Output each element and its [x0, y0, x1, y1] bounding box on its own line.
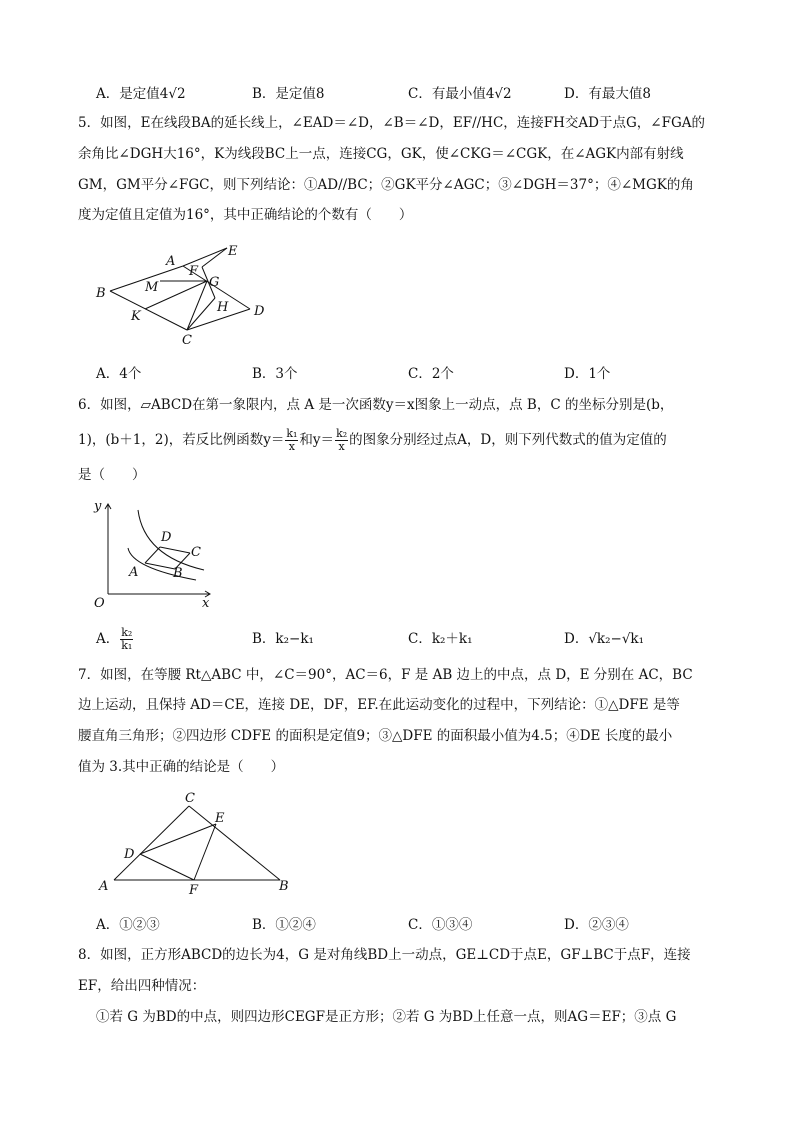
q5-label-m: M	[145, 280, 159, 295]
q5-label-d: D	[254, 304, 265, 319]
q7-label-a: A	[99, 879, 109, 894]
q7-label-e: E	[215, 811, 225, 826]
q5-option-a[interactable]: A．4个	[96, 366, 142, 382]
q4-option-d[interactable]: D．有最大值8	[564, 86, 651, 102]
q8-line-1: 8．如图，正方形ABCD的边长为4，G 是对角线BD上一动点，GE⊥CD于点E，GF⊥BC于点F，连接	[78, 947, 691, 963]
q8-line-3: ①若 G 为BD的中点，则四边形CEGF是正方形；②若 G 为BD上任意一点，则AG＝EF；③点 G	[96, 1009, 677, 1025]
q5-label-g: G	[209, 275, 220, 290]
q6-label-y: y	[94, 499, 102, 514]
q6-label-b: B	[173, 566, 183, 581]
q4-options	[96, 82, 716, 102]
q7-option-b[interactable]: B．①②④	[252, 917, 316, 933]
q4-option-b[interactable]: B．是定值8	[252, 86, 325, 102]
q6-line-2-c: 的图象分别经过点A，D，则下列代数式的值为定值的	[349, 432, 667, 448]
q6-option-d[interactable]: D．√k₂−√k₁	[564, 631, 645, 647]
q5-label-a: A	[166, 254, 176, 269]
q7-line-2: 边上运动，且保持 AD＝CE，连接 DE，DF，EF.在此运动变化的过程中，下列结论：①△DFE 是等	[78, 697, 680, 713]
q7-figure	[92, 786, 302, 896]
q5-option-b[interactable]: B．3个	[252, 366, 298, 382]
q7-option-c[interactable]: C．①③④	[408, 917, 473, 933]
q7-line-3: 腰直角三角形；②四边形 CDFE 的面积是定值9；③△DFE 的面积最小值为4.5；④DE 长度的最小	[78, 728, 673, 744]
q7-options	[96, 913, 716, 933]
q5-line-1: 5．如图，E在线段BA的延长线上，∠EAD＝∠D，∠B＝∠D，EF//HC，连接FH交AD于点G，∠FGA的	[78, 115, 705, 131]
q6-line-1: 6．如图，▱ABCD在第一象限内，点 A 是一次函数y＝x图象上一动点，点 B，C 的坐标分别是(b，	[78, 397, 674, 413]
q7-line-1: 7．如图，在等腰 Rt△ABC 中，∠C＝90°，AC＝6，F 是 AB 边上的中点，点 D，E 分别在 AC，BC	[78, 667, 693, 683]
q5-line-4: 度为定值且定值为16°，其中正确结论的个数有（ ）	[78, 207, 413, 223]
q5-option-d[interactable]: D．1个	[564, 366, 611, 382]
q7-label-d: D	[124, 847, 135, 862]
q6-line-2-a: 1)，(b＋1，2)，若反比例函数y＝	[78, 432, 285, 448]
q6-options	[96, 624, 716, 654]
q7-option-d[interactable]: D．②③④	[564, 917, 629, 933]
q5-figure	[90, 238, 280, 350]
q7-option-a[interactable]: A．①②③	[96, 917, 160, 933]
q7-line-4: 值为 3.其中正确的结论是（ ）	[78, 759, 285, 775]
q6-label-c: C	[191, 545, 201, 560]
q5-line-3: GM，GM平分∠FGC，则下列结论：①AD//BC；②GK平分∠AGC；③∠DGH＝37°；④∠MGK的角	[78, 177, 694, 193]
q6-line-3: 是（ ）	[78, 467, 146, 483]
q5-line-2: 余角比∠DGH大16°，K为线段BC上一点，连接CG，GK，使∠CKG＝∠CGK，在∠AGK内部有射线	[78, 146, 684, 162]
q7-label-f: F	[189, 883, 199, 896]
q6-fraction-k1-x: $\frac{\text{k₁}}{x}$	[286, 427, 298, 453]
q8-line-2: EF，给出四种情况：	[78, 978, 206, 994]
q6-fraction-k2-x: $\frac{\text{k₂}}{x}$	[336, 427, 348, 453]
q5-option-c[interactable]: C．2个	[408, 366, 454, 382]
q5-label-f: F	[189, 264, 199, 279]
q5-label-h: H	[217, 300, 229, 315]
q7-label-b: B	[279, 879, 289, 894]
q5-label-e: E	[228, 244, 238, 259]
q4-option-c[interactable]: C．有最小值4√2	[408, 86, 512, 102]
q6-label-x: x	[202, 596, 210, 611]
q6-label-a: A	[129, 565, 139, 580]
q6-option-c[interactable]: C．k₂＋k₁	[408, 631, 473, 647]
q6-option-a[interactable]: A． $\frac{\text{k₂}}{\text{k₁}}$	[96, 626, 133, 652]
q6-option-b[interactable]: B．k₂−k₁	[252, 631, 314, 647]
q6-label-o: O	[94, 596, 105, 611]
q4-option-a[interactable]: A．是定值4√2	[96, 86, 186, 102]
q6-figure	[88, 494, 220, 616]
q6-line-2-b: 和y＝	[299, 432, 335, 448]
q6-label-d: D	[161, 530, 172, 545]
q5-label-b: B	[96, 286, 106, 301]
q5-label-k: K	[131, 309, 141, 324]
q7-label-c: C	[185, 791, 195, 806]
q5-label-c: C	[182, 333, 192, 348]
q5-options	[96, 362, 716, 382]
q6-line-2	[78, 426, 723, 454]
q6-option-a-fraction: $\frac{\text{k₂}}{\text{k₁}}$	[121, 626, 133, 652]
